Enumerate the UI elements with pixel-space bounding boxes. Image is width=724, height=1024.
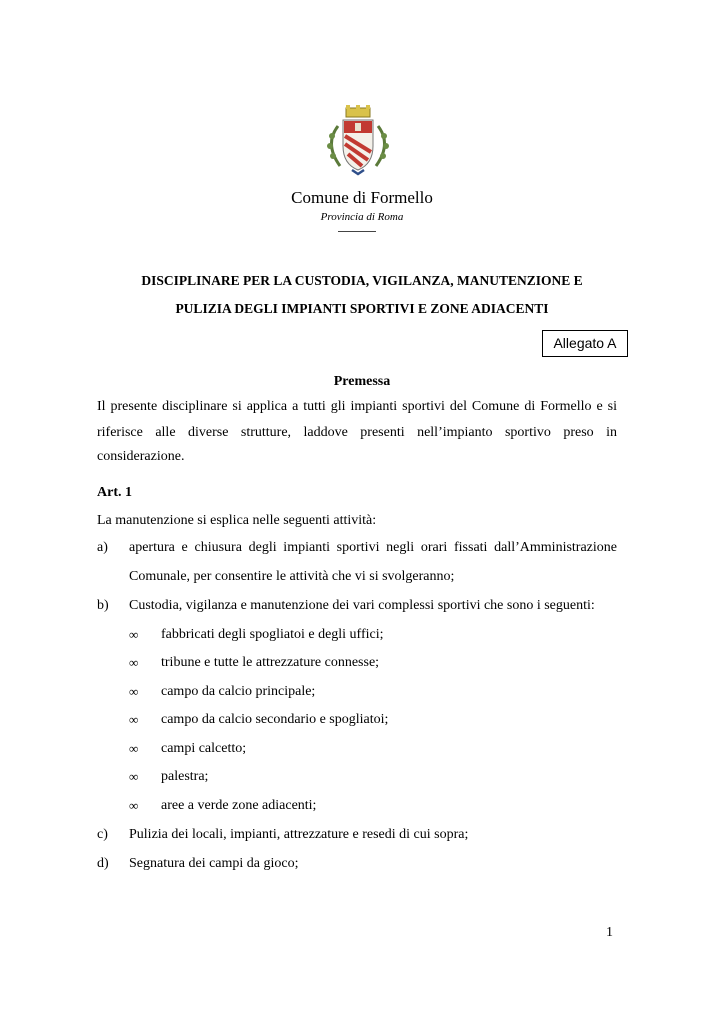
bullet-symbol: ∞ [129,684,139,699]
premessa-line-2: riferisce alle diverse strutture, laddove presenti nell’impianto sportivo preso in [97,425,617,440]
header-divider [338,231,376,232]
list-item-b: Custodia, vigilanza e manutenzione dei vari complessi sportivi che sono i seguenti: [129,598,595,613]
sub-list-item: aree a verde zone adiacenti; [161,798,317,813]
list-marker-a: a) [97,540,108,555]
sub-list-item: campo da calcio principale; [161,684,316,699]
sub-list-item: palestra; [161,769,209,784]
bullet-symbol: ∞ [129,798,139,813]
bullet-symbol: ∞ [129,769,139,784]
list-marker-d: d) [97,856,109,871]
list-item-d: Segnatura dei campi da gioco; [129,856,299,871]
page-number: 1 [606,925,613,940]
bullet-symbol: ∞ [129,741,139,756]
document-title-line-1: DISCIPLINARE PER LA CUSTODIA, VIGILANZA, MANUTENZIONE E [141,273,583,288]
sub-list-item: campi calcetto; [161,741,247,756]
bullet-symbol: ∞ [129,712,139,727]
list-marker-c: c) [97,827,108,842]
list-item-c: Pulizia dei locali, impianti, attrezzature e resedi di cui sopra; [129,827,469,842]
allegato-box: Allegato A [542,330,628,357]
premessa-line-3: considerazione. [97,449,185,464]
list-marker-b: b) [97,598,109,613]
list-item-a-line-2: Comunale, per consentire le attività che vi si svolgeranno; [129,569,455,584]
municipal-crest-icon [318,104,398,178]
sub-list-item: tribune e tutte le attrezzature connesse; [161,655,380,670]
org-name: Comune di Formello [291,188,433,207]
bullet-symbol: ∞ [129,655,139,670]
premessa-heading: Premessa [333,374,391,389]
bullet-symbol: ∞ [129,627,139,642]
list-item-a-line-1: apertura e chiusura degli impianti sportivi negli orari fissati dall’Amministrazione [129,540,617,555]
document-title-line-2: PULIZIA DEGLI IMPIANTI SPORTIVI E ZONE ADIACENTI [175,301,549,316]
sub-list-item: campo da calcio secondario e spogliatoi; [161,712,389,727]
article-1-heading: Art. 1 [97,485,132,500]
sub-list-item: fabbricati degli spogliatoi e degli uffici; [161,627,384,642]
org-subtitle: Provincia di Roma [320,211,404,223]
premessa-line-1: Il presente disciplinare si applica a tutti gli impianti sportivi del Comune di Formello e si [97,399,617,414]
article-1-intro: La manutenzione si esplica nelle seguenti attività: [97,513,377,528]
